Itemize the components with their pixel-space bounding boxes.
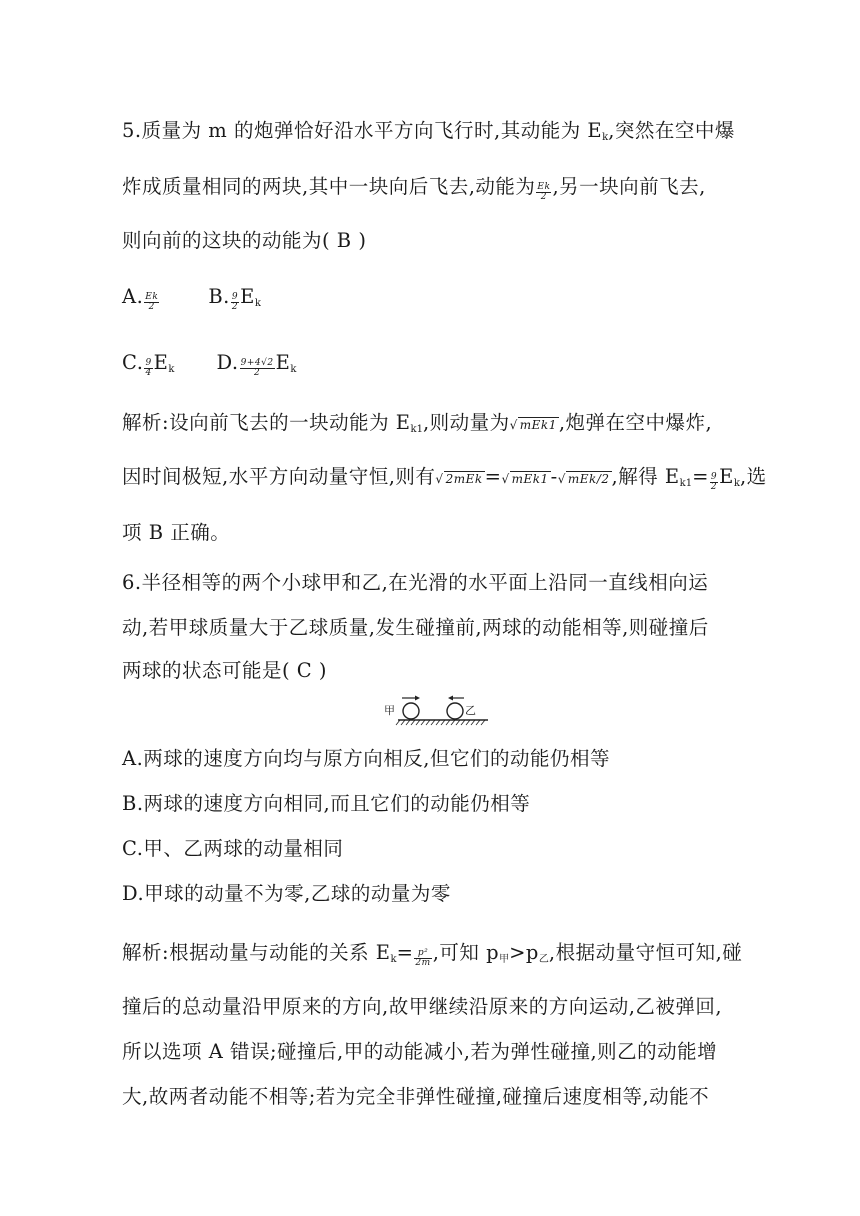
q5-option-b: B. $\frac{9}{2}$ $E_k$ (208, 285, 261, 312)
collision-diagram (384, 694, 496, 730)
ball-jia (403, 703, 419, 719)
q5-stem-line1: 5.质量为 m 的炮弹恰好沿水平方向飞行时,其动能为 $E_k$,突然在空中爆 (122, 119, 735, 143)
q5-stem-line3: 则向前的这块的动能为( B ) (122, 229, 367, 252)
q6-option-d: D.甲球的动量不为零,乙球的动量为零 (122, 882, 451, 905)
q6-option-a: A.两球的速度方向均与原方向相反,但它们的动能仍相等 (122, 747, 610, 770)
q5-stem-line2: 炸成质量相同的两块,其中一块向后飞去,动能为 $\frac{Ek}{2}$ ,另一块向前飞去, (122, 175, 706, 202)
q5-solution-line2: 因时间极短,水平方向动量守恒,则有√ 2mEk =√ mEk1 -√ mEk/2 ,解得 $E_{k1}=$ $\frac{9}{2}$ $E_k$,选 (122, 465, 767, 492)
q5-solution-line3: 项 B 正确。 (122, 521, 231, 544)
q5-option-a: A. $\frac{Ek}{2}$ (122, 285, 159, 312)
ball-yi-label: 乙 (465, 704, 476, 717)
ball-jia-label: 甲 (384, 704, 395, 717)
q5-option-c: C. $\frac{9}{4}$ $E_k$ (122, 351, 175, 378)
q6-stem-line3: 两球的状态可能是( C ) (122, 659, 328, 682)
q5-solution-line1: 解析:设向前飞去的一块动能为 $E_{k1}$,则动量为√ mEk1 ,炮弹在空中爆炸, (122, 411, 713, 435)
fraction: $\frac{Ek}{2}$ (537, 182, 551, 202)
q6-solution-line3: 所以选项 A 错误;碰撞后,甲的动能减小,若为弹性碰撞,则乙的动能增 (122, 1040, 718, 1063)
q6-solution-line1: 解析:根据动量与动能的关系 $E_k=$ $\frac{\text{p²}}{2m}$ ,可知 $p_甲>p_乙$,根据动量守恒可知,碰 (122, 941, 743, 968)
collision-diagram-svg (384, 694, 496, 726)
q6-option-b: B.两球的速度方向相同,而且它们的动能仍相等 (122, 792, 531, 815)
q5-options-ab (122, 284, 261, 317)
q6-solution-line4: 大,故两者动能不相等;若为完全非弹性碰撞,碰撞后速度相等,动能不 (122, 1085, 710, 1108)
ball-yi (447, 703, 463, 719)
q6-stem-line2: 动,若甲球质量大于乙球质量,发生碰撞前,两球的动能相等,则碰撞后 (122, 616, 709, 639)
q5-options-cd (122, 350, 296, 383)
q6-option-c: C.甲、乙两球的动量相同 (122, 837, 344, 860)
q6-solution-line2: 撞后的总动量沿甲原来的方向,故甲继续沿原来的方向运动,乙被弹回, (122, 995, 723, 1018)
q5-option-d: D. $\frac{9+4√2}{2}$ $E_k$ (216, 351, 297, 378)
q6-stem-line1: 6.半径相等的两个小球甲和乙,在光滑的水平面上沿同一直线相向运 (122, 571, 709, 594)
